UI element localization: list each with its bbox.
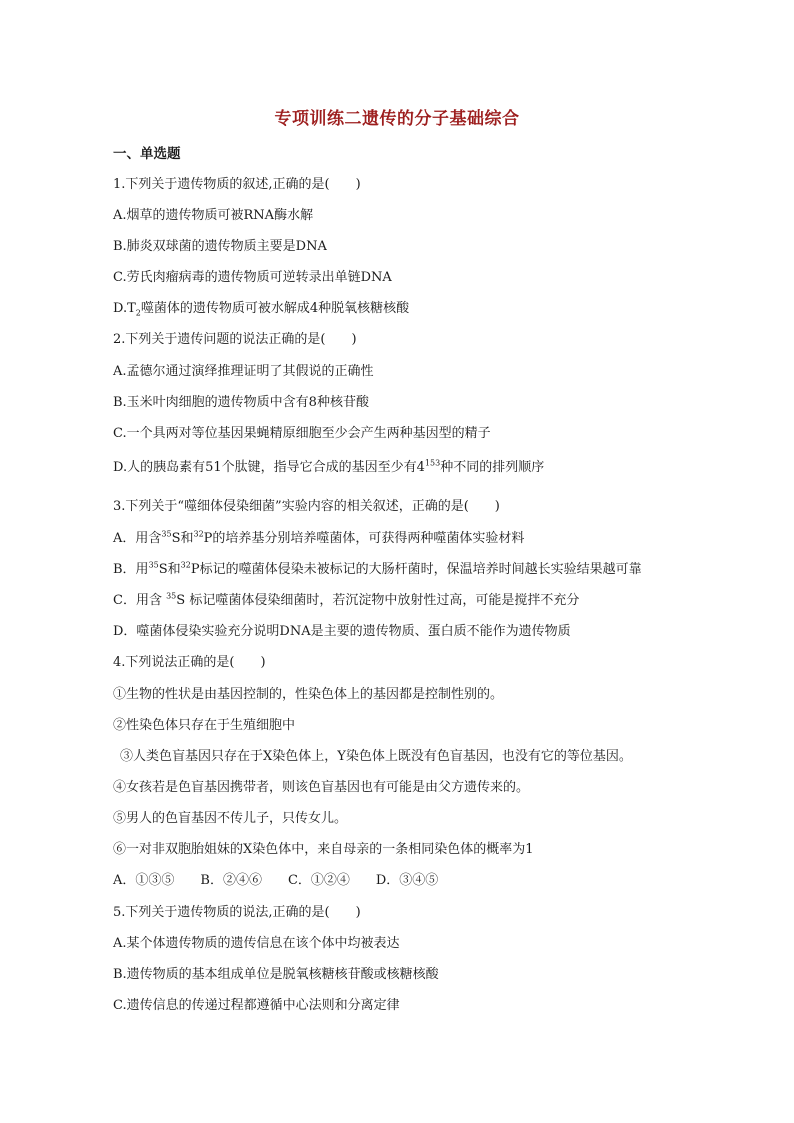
question-3-option-a: A．用含$^{35}$S和$^{32}$P的培养基分别培养噬菌体，可获得两种噬菌体实验材料 <box>113 529 525 546</box>
question-1-stem: 1.下列关于遗传物质的叙述,正确的是( ) <box>113 177 361 192</box>
question-4-statement-5: ⑤男人的色盲基因不传儿子，只传女儿。 <box>113 811 348 826</box>
question-2-stem: 2.下列关于遗传问题的说法正确的是( ) <box>113 332 357 347</box>
question-2-option-c: C.一个具两对等位基因果蝇精原细胞至少会产生两种基因型的精子 <box>113 426 491 441</box>
page-title: 专项训练二遗传的分子基础综合 <box>274 109 520 129</box>
question-5-option-a: A.某个体遗传物质的遗传信息在该个体中均被表达 <box>113 936 400 951</box>
question-1-option-c: C.劳氏肉瘤病毒的遗传物质可逆转录出单链DNA <box>113 270 392 285</box>
question-3-stem: 3.下列关于“噬细体侵染细菌”实验内容的相关叙述，正确的是( ) <box>113 499 500 514</box>
question-1-option-d: $D.T_2$噬菌体的遗传物质可被水解成4种脱氧核糖核酸 <box>113 301 410 318</box>
question-4-statement-2: ②性染色体只存在于生殖细胞中 <box>113 718 296 733</box>
question-4-statement-4: ④女孩若是色盲基因携带者，则该色盲基因也有可能是由父方遗传来的。 <box>113 780 530 795</box>
question-4-options: A．①③⑤ B．②④⑥ C．①②④ D．③④⑤ <box>113 873 439 888</box>
question-1-option-b: B.肺炎双球菌的遗传物质主要是DNA <box>113 239 327 254</box>
question-2-option-d: D.人的胰岛素有51个肽键，指导它合成的基因至少有$4^{153}$种不同的排列顺序 <box>113 458 545 475</box>
question-4-stem: 4.下列说法正确的是( ) <box>113 655 266 670</box>
question-1-option-a: A.烟草的遗传物质可被RNA酶水解 <box>113 208 314 223</box>
question-3-option-b: B．用$^{35}$S和$^{32}$P标记的噬菌体侵染未被标记的大肠杆菌时，保温培养时间越长实验结果越可靠 <box>113 560 642 577</box>
question-3-option-d: D．噬菌体侵染实验充分说明DNA是主要的遗传物质、蛋白质不能作为遗传物质 <box>113 624 571 639</box>
question-5-option-b: B.遗传物质的基本组成单位是脱氧核糖核苷酸或核糖核酸 <box>113 967 439 982</box>
question-2-option-a: A.孟德尔通过演绎推理证明了其假说的正确性 <box>113 364 374 379</box>
question-4-statement-6: ⑥一对非双胞胎姐妹的X染色体中，来自母亲的一条相同染色体的概率为1 <box>113 842 534 857</box>
question-4-statement-1: ①生物的性状是由基因控制的，性染色体上的基因都是控制性别的。 <box>113 687 504 702</box>
section-heading: 一、单选题 <box>113 146 181 162</box>
question-4-statement-3: ③人类色盲基因只存在于X染色体上，Y染色体上既没有色盲基因，也没有它的等位基因。 <box>120 749 632 764</box>
question-2-option-b: B.玉米叶肉细胞的遗传物质中含有8种核苷酸 <box>113 395 369 410</box>
question-5-stem: 5.下列关于遗传物质的说法,正确的是( ) <box>113 905 361 920</box>
question-5-option-c: C.遗传信息的传递过程都遵循中心法则和分离定律 <box>113 998 400 1013</box>
question-3-option-c: C．用含 $^{35}$S 标记噬菌体侵染细菌时，若沉淀物中放射性过高，可能是搅拌不充分 <box>113 591 580 608</box>
